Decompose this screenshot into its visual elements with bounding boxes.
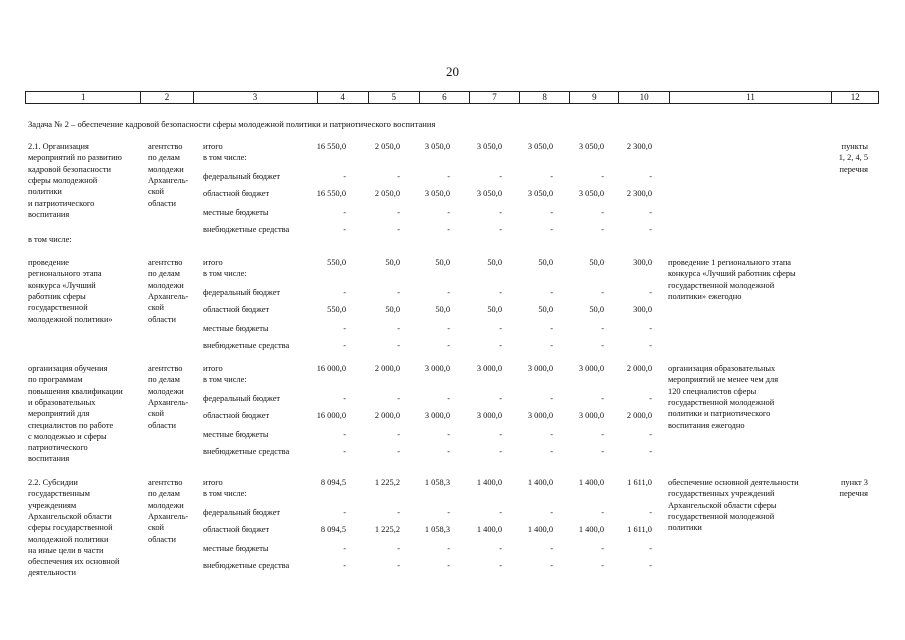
amount-cell: 50,0: [538, 305, 553, 314]
activity-name-line: государственной: [28, 303, 88, 313]
amount-cell: -: [649, 172, 652, 181]
amount-cell: 300,0: [633, 258, 652, 267]
amount-cell: -: [499, 430, 502, 439]
amount-cell: 16 550,0: [316, 189, 346, 198]
amount-cell: -: [343, 225, 346, 234]
executor-line: Архангель-: [148, 175, 189, 185]
executor-line: области: [148, 420, 176, 430]
activity-name-line: сферы государственной: [28, 523, 113, 533]
fund-source-label: итого: [203, 364, 223, 373]
amount-cell: -: [499, 544, 502, 553]
executor-line: по делам: [148, 489, 180, 499]
amount-cell: -: [343, 324, 346, 333]
amount-cell: 3 000,0: [476, 364, 502, 373]
fund-source-label: внебюджетные средства: [203, 447, 290, 456]
fund-source-label: областной бюджет: [203, 189, 270, 198]
expected-result-line: политики: [668, 523, 702, 533]
amount-cell: -: [499, 508, 502, 517]
fund-source-label: федеральный бюджет: [203, 394, 281, 403]
fund-source-label: внебюджетные средства: [203, 225, 290, 234]
amount-cell: -: [499, 288, 502, 297]
activity-name-line: молодежной политики»: [28, 314, 113, 324]
executor-line: молодежи: [148, 500, 184, 510]
subline-label: в том числе:: [28, 235, 72, 244]
amount-cell: -: [343, 288, 346, 297]
amount-cell: 3 050,0: [424, 189, 450, 198]
col-number: 5: [368, 92, 419, 104]
amount-cell: -: [343, 172, 346, 181]
amount-cell: -: [499, 341, 502, 350]
activity-name-line: сферы молодежной: [28, 175, 98, 185]
expected-result-line: политики» ежегодно: [668, 291, 742, 301]
activity-name-line: и патриотического: [28, 198, 95, 208]
expected-result-line: государственной молодежной: [668, 280, 775, 290]
activity-name-line: проведение: [28, 258, 70, 267]
executor-line: по делам: [148, 375, 180, 385]
amount-cell: 2 000,0: [374, 411, 400, 420]
amount-cell: -: [397, 544, 400, 553]
amount-cell: 3 050,0: [476, 142, 502, 151]
col-number: 3: [193, 92, 317, 104]
amount-cell: 50,0: [589, 305, 604, 314]
activity-name-line: 2.1. Организация: [28, 142, 89, 151]
amount-cell: -: [343, 447, 346, 456]
amount-cell: -: [343, 508, 346, 517]
col-number: 4: [317, 92, 368, 104]
col-number: 10: [619, 92, 669, 104]
executor-line: области: [148, 198, 176, 208]
amount-cell: -: [601, 172, 604, 181]
fund-source-label: областной бюджет: [203, 411, 270, 420]
fund-source-label: местные бюджеты: [203, 544, 269, 553]
amount-cell: 1 611,0: [627, 478, 652, 487]
fund-source-label: в том числе:: [203, 153, 247, 162]
amount-cell: 1 400,0: [578, 525, 604, 534]
amount-cell: -: [499, 561, 502, 570]
amount-cell: 550,0: [327, 305, 346, 314]
amount-cell: -: [649, 430, 652, 439]
expected-result-line: мероприятий не менее чем для: [668, 375, 779, 385]
activity-name-line: Архангельской области: [28, 511, 112, 521]
fund-source-label: итого: [203, 258, 223, 267]
amount-cell: -: [447, 172, 450, 181]
amount-cell: -: [649, 544, 652, 553]
amount-cell: -: [447, 561, 450, 570]
activity-name-line: регионального этапа: [28, 269, 102, 279]
fund-source-label: в том числе:: [203, 489, 247, 498]
activity-name-line: воспитания: [28, 209, 70, 219]
amount-cell: 2 300,0: [626, 189, 652, 198]
amount-cell: -: [397, 208, 400, 217]
amount-cell: 50,0: [589, 258, 604, 267]
plan-reference-line: пункты: [841, 142, 868, 151]
amount-cell: -: [550, 172, 553, 181]
expected-result-line: организация образовательных: [668, 364, 776, 373]
amount-cell: -: [601, 288, 604, 297]
amount-cell: 2 050,0: [374, 189, 400, 198]
amount-cell: -: [343, 394, 346, 403]
activity-name-line: деятельности: [28, 568, 76, 578]
executor-line: молодежи: [148, 386, 184, 396]
activity-name-line: и образовательных: [28, 397, 96, 407]
amount-cell: -: [649, 561, 652, 570]
executor-line: Архангель-: [148, 291, 189, 301]
amount-cell: -: [649, 208, 652, 217]
amount-cell: -: [499, 324, 502, 333]
amount-cell: 50,0: [487, 305, 502, 314]
executor-line: Архангель-: [148, 511, 189, 521]
amount-cell: -: [397, 561, 400, 570]
amount-cell: -: [499, 394, 502, 403]
amount-cell: 3 000,0: [424, 411, 450, 420]
col-number: 2: [141, 92, 193, 104]
fund-source-label: итого: [203, 478, 223, 487]
col-number: 9: [570, 92, 619, 104]
expected-result-line: 120 специалистов сферы: [668, 386, 757, 396]
amount-cell: 16 550,0: [316, 142, 346, 151]
amount-cell: -: [447, 430, 450, 439]
amount-cell: 3 050,0: [527, 142, 553, 151]
amount-cell: -: [447, 324, 450, 333]
plan-reference-line: пункт 3: [840, 478, 868, 487]
amount-cell: -: [397, 288, 400, 297]
col-number: 7: [469, 92, 519, 104]
activity-name-line: патриотического: [28, 443, 88, 453]
amount-cell: -: [601, 225, 604, 234]
amount-cell: -: [499, 172, 502, 181]
amount-cell: 16 000,0: [316, 364, 346, 373]
amount-cell: -: [499, 225, 502, 234]
amount-cell: -: [447, 508, 450, 517]
executor-line: ской: [148, 523, 165, 533]
amount-cell: -: [649, 288, 652, 297]
executor-line: агентство: [148, 478, 183, 487]
amount-cell: -: [397, 225, 400, 234]
fund-source-label: внебюджетные средства: [203, 561, 290, 570]
amount-cell: -: [343, 561, 346, 570]
amount-cell: -: [601, 324, 604, 333]
amount-cell: -: [397, 430, 400, 439]
fund-source-label: в том числе:: [203, 375, 247, 384]
amount-cell: 1 400,0: [527, 478, 553, 487]
amount-cell: 50,0: [385, 258, 400, 267]
amount-cell: -: [601, 447, 604, 456]
expected-result-line: политики и патриотического: [668, 409, 771, 419]
executor-line: агентство: [148, 258, 183, 267]
executor-line: молодежи: [148, 280, 184, 290]
amount-cell: 3 050,0: [578, 142, 604, 151]
executor-line: по делам: [148, 153, 180, 163]
amount-cell: 3 050,0: [578, 189, 604, 198]
amount-cell: -: [601, 341, 604, 350]
amount-cell: -: [343, 544, 346, 553]
amount-cell: -: [649, 394, 652, 403]
expected-result-line: Архангельской области сферы: [668, 500, 777, 510]
col-number: 12: [832, 92, 879, 104]
amount-cell: 3 000,0: [476, 411, 502, 420]
amount-cell: 1 611,0: [627, 525, 652, 534]
expected-result-line: воспитания ежегодно: [668, 420, 745, 430]
amount-cell: 50,0: [487, 258, 502, 267]
amount-cell: -: [397, 394, 400, 403]
amount-cell: 2 300,0: [626, 142, 652, 151]
amount-cell: -: [601, 561, 604, 570]
amount-cell: -: [447, 394, 450, 403]
amount-cell: -: [550, 288, 553, 297]
activity-name-line: работник сферы: [28, 291, 86, 301]
amount-cell: -: [397, 324, 400, 333]
amount-cell: -: [447, 341, 450, 350]
activity-name-line: на иные цели в части: [28, 545, 104, 555]
activity-name-line: кадровой безопасности: [28, 164, 112, 174]
executor-line: агентство: [148, 142, 183, 151]
expected-result-line: конкурса «Лучший работник сферы: [668, 269, 796, 279]
amount-cell: 3 000,0: [527, 411, 553, 420]
fund-source-label: областной бюджет: [203, 305, 270, 314]
executor-line: молодежи: [148, 164, 184, 174]
amount-cell: -: [649, 508, 652, 517]
activity-name-line: воспитания: [28, 454, 70, 464]
page-number: 20: [446, 64, 459, 79]
activity-name-line: организация обучения: [28, 364, 108, 373]
activity-name-line: молодежной политики: [28, 534, 109, 544]
amount-cell: -: [447, 544, 450, 553]
fund-source-label: федеральный бюджет: [203, 288, 281, 297]
amount-cell: 1 225,2: [374, 525, 400, 534]
executor-line: по делам: [148, 269, 180, 279]
fund-source-label: местные бюджеты: [203, 430, 269, 439]
activity-name-line: политики: [28, 187, 62, 197]
fund-source-label: итого: [203, 142, 223, 151]
activity-name-line: повышения квалификации: [28, 386, 123, 396]
plan-reference-line: перечня: [839, 489, 868, 499]
fund-source-label: местные бюджеты: [203, 208, 269, 217]
col-number: 11: [669, 92, 832, 104]
expected-result-line: обеспечение основной деятельности: [668, 478, 799, 487]
col-number: 1: [26, 92, 141, 104]
expected-result-line: государственной молодежной: [668, 397, 775, 407]
activity-name-line: государственным: [28, 489, 90, 499]
executor-line: ской: [148, 187, 165, 197]
amount-cell: 16 000,0: [316, 411, 346, 420]
task-title: Задача № 2 – обеспечение кадровой безопасности сферы молодежной политики и патриотического воспитания: [28, 119, 436, 129]
amount-cell: 1 058,3: [424, 525, 450, 534]
amount-cell: 50,0: [385, 305, 400, 314]
amount-cell: -: [550, 544, 553, 553]
col-number: 8: [520, 92, 570, 104]
amount-cell: -: [397, 508, 400, 517]
amount-cell: -: [343, 430, 346, 439]
amount-cell: -: [649, 225, 652, 234]
fund-source-label: в том числе:: [203, 269, 247, 278]
amount-cell: -: [499, 208, 502, 217]
activity-name-line: мероприятий для: [28, 409, 90, 419]
amount-cell: 3 000,0: [578, 364, 604, 373]
amount-cell: -: [550, 394, 553, 403]
amount-cell: 50,0: [435, 305, 450, 314]
executor-line: агентство: [148, 364, 183, 373]
amount-cell: 1 400,0: [476, 478, 502, 487]
amount-cell: -: [550, 225, 553, 234]
activity-name-line: учреждениям: [28, 500, 77, 510]
amount-cell: -: [397, 341, 400, 350]
amount-cell: 300,0: [633, 305, 652, 314]
executor-line: области: [148, 534, 176, 544]
amount-cell: 3 050,0: [424, 142, 450, 151]
amount-cell: 3 050,0: [476, 189, 502, 198]
amount-cell: -: [447, 225, 450, 234]
amount-cell: -: [550, 430, 553, 439]
amount-cell: -: [447, 208, 450, 217]
executor-line: Архангель-: [148, 397, 189, 407]
amount-cell: 1 058,3: [424, 478, 450, 487]
activity-name-line: специалистов по работе: [28, 420, 114, 430]
activity-name-line: обеспечения их основной: [28, 557, 120, 567]
activity-name-line: по программам: [28, 375, 83, 385]
amount-cell: 8 094,5: [320, 478, 346, 487]
amount-cell: 1 225,2: [374, 478, 400, 487]
activity-name-line: с молодежью и сферы: [28, 431, 107, 441]
amount-cell: -: [601, 544, 604, 553]
fund-source-label: внебюджетные средства: [203, 341, 290, 350]
executor-line: ской: [148, 303, 165, 313]
executor-line: ской: [148, 409, 165, 419]
expected-result-line: государственной молодежной: [668, 511, 775, 521]
expected-result-line: государственных учреждений: [668, 489, 775, 499]
fund-source-label: местные бюджеты: [203, 324, 269, 333]
activity-name-line: 2.2. Субсидии: [28, 478, 78, 487]
amount-cell: -: [397, 172, 400, 181]
expected-result-line: проведение 1 регионального этапа: [668, 258, 792, 267]
amount-cell: -: [550, 508, 553, 517]
amount-cell: 50,0: [538, 258, 553, 267]
amount-cell: -: [550, 561, 553, 570]
col-number: 6: [419, 92, 469, 104]
amount-cell: 550,0: [327, 258, 346, 267]
amount-cell: 8 094,5: [320, 525, 346, 534]
column-numbers-header: [25, 91, 879, 104]
amount-cell: -: [601, 430, 604, 439]
amount-cell: -: [343, 341, 346, 350]
amount-cell: -: [550, 208, 553, 217]
amount-cell: -: [601, 208, 604, 217]
activity-name-line: конкурса «Лучший: [28, 280, 96, 290]
fund-source-label: областной бюджет: [203, 525, 270, 534]
amount-cell: -: [649, 324, 652, 333]
amount-cell: -: [550, 447, 553, 456]
amount-cell: 3 050,0: [527, 189, 553, 198]
amount-cell: -: [649, 341, 652, 350]
amount-cell: 2 000,0: [626, 411, 652, 420]
plan-reference-line: перечня: [839, 164, 868, 174]
amount-cell: -: [550, 324, 553, 333]
amount-cell: -: [447, 288, 450, 297]
amount-cell: 3 000,0: [527, 364, 553, 373]
amount-cell: -: [499, 447, 502, 456]
amount-cell: -: [601, 394, 604, 403]
amount-cell: 1 400,0: [476, 525, 502, 534]
fund-source-label: федеральный бюджет: [203, 508, 281, 517]
amount-cell: -: [550, 341, 553, 350]
amount-cell: 50,0: [435, 258, 450, 267]
amount-cell: -: [397, 447, 400, 456]
activity-name-line: мероприятий по развитию: [28, 153, 122, 163]
amount-cell: 3 000,0: [424, 364, 450, 373]
amount-cell: -: [601, 508, 604, 517]
amount-cell: 1 400,0: [578, 478, 604, 487]
plan-reference-line: 1, 2, 4, 5: [838, 153, 868, 163]
amount-cell: -: [649, 447, 652, 456]
amount-cell: -: [447, 447, 450, 456]
amount-cell: 2 000,0: [374, 364, 400, 373]
amount-cell: -: [343, 208, 346, 217]
amount-cell: 2 000,0: [626, 364, 652, 373]
fund-source-label: федеральный бюджет: [203, 172, 281, 181]
executor-line: области: [148, 314, 176, 324]
amount-cell: 3 000,0: [578, 411, 604, 420]
amount-cell: 1 400,0: [527, 525, 553, 534]
amount-cell: 2 050,0: [374, 142, 400, 151]
